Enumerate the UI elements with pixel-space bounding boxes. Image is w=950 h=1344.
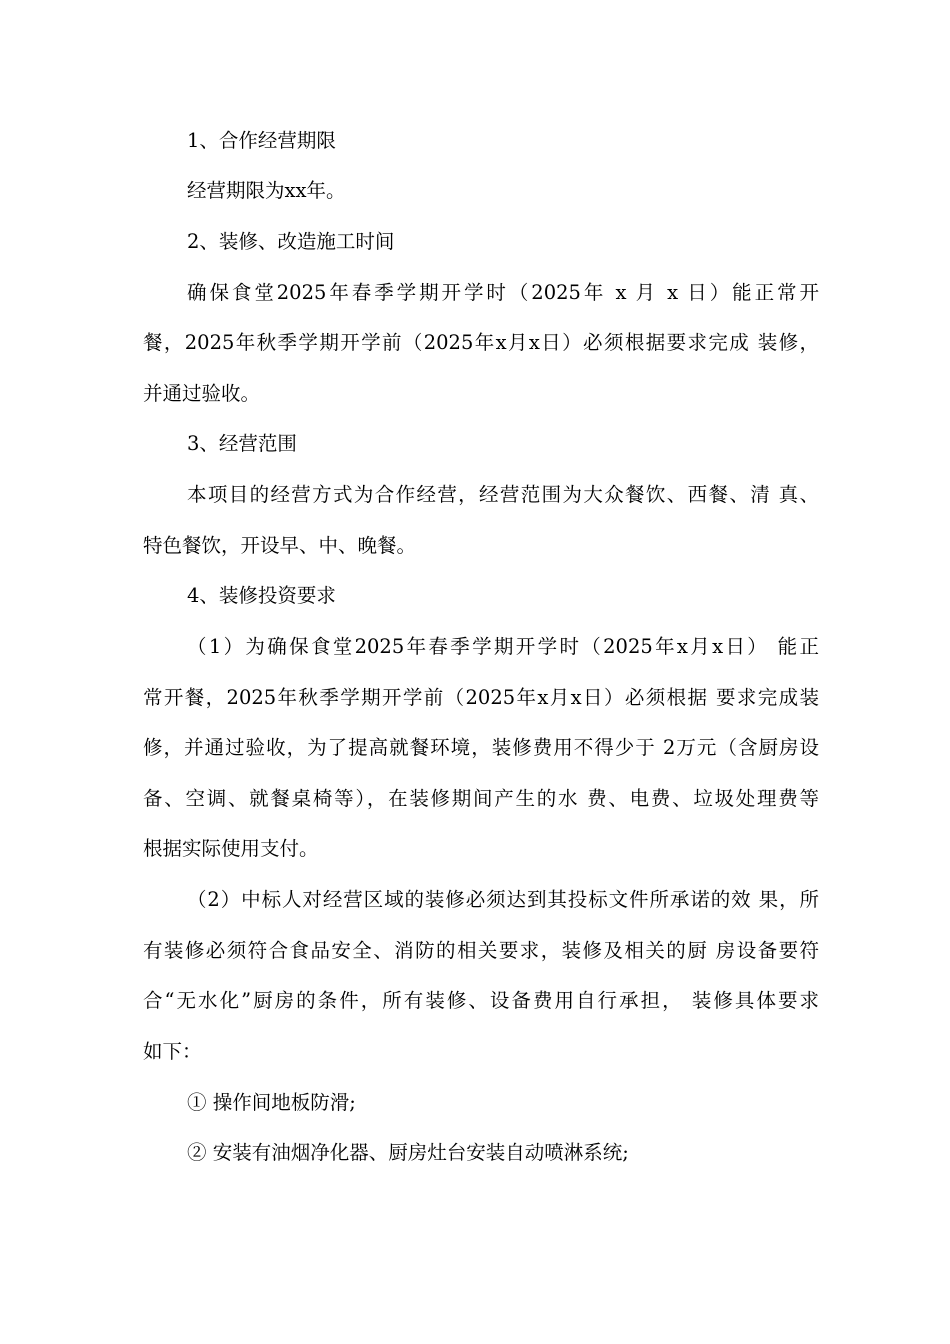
list-item: ② 安装有油烟净化器、厨房灶台安装自动喷淋系统; [187,1141,629,1164]
paragraph-line: 经营期限为xx年。 [187,179,346,202]
section-heading-4: 4、装修投资要求 [187,584,336,607]
paragraph-line: 餐，2025年秋季学期开学前（2025年x月x日）必须根据要求完成 装修， [143,331,819,354]
paragraph-line: 确保食堂2025年春季学期开学时（2025年 x 月 x 日）能正常开 [187,281,819,304]
paragraph-line: 根据实际使用支付。 [143,837,319,860]
paragraph-line: 如下： [143,1040,202,1063]
paragraph-line: 并通过验收。 [143,382,261,405]
section-heading-1: 1、合作经营期限 [187,129,336,152]
paragraph-line: 修，并通过验收，为了提高就餐环境，装修费用不得少于 2万元（含厨房设 [143,736,819,759]
paragraph-line: （1）为确保食堂2025年春季学期开学时（2025年x月x日） 能正 [187,635,819,658]
paragraph-line: 合“无水化”厨房的条件，所有装修、设备费用自行承担， 装修具体要求 [143,989,819,1012]
paragraph-line: 常开餐，2025年秋季学期开学前（2025年x月x日）必须根据 要求完成装 [143,686,819,709]
section-heading-2: 2、装修、改造施工时间 [187,230,395,253]
section-heading-3: 3、经营范围 [187,432,297,455]
paragraph-line: 特色餐饮，开设早、中、晚餐。 [143,534,417,557]
list-item: ① 操作间地板防滑; [187,1091,356,1114]
paragraph-line: （2）中标人对经营区域的装修必须达到其投标文件所承诺的效 果，所 [187,888,819,911]
paragraph-line: 备、空调、就餐桌椅等），在装修期间产生的水 费、电费、垃圾处理费等 [143,787,819,810]
paragraph-line: 有装修必须符合食品安全、消防的相关要求，装修及相关的厨 房设备要符 [143,939,819,962]
paragraph-line: 本项目的经营方式为合作经营，经营范围为大众餐饮、西餐、清 真、 [187,483,819,506]
